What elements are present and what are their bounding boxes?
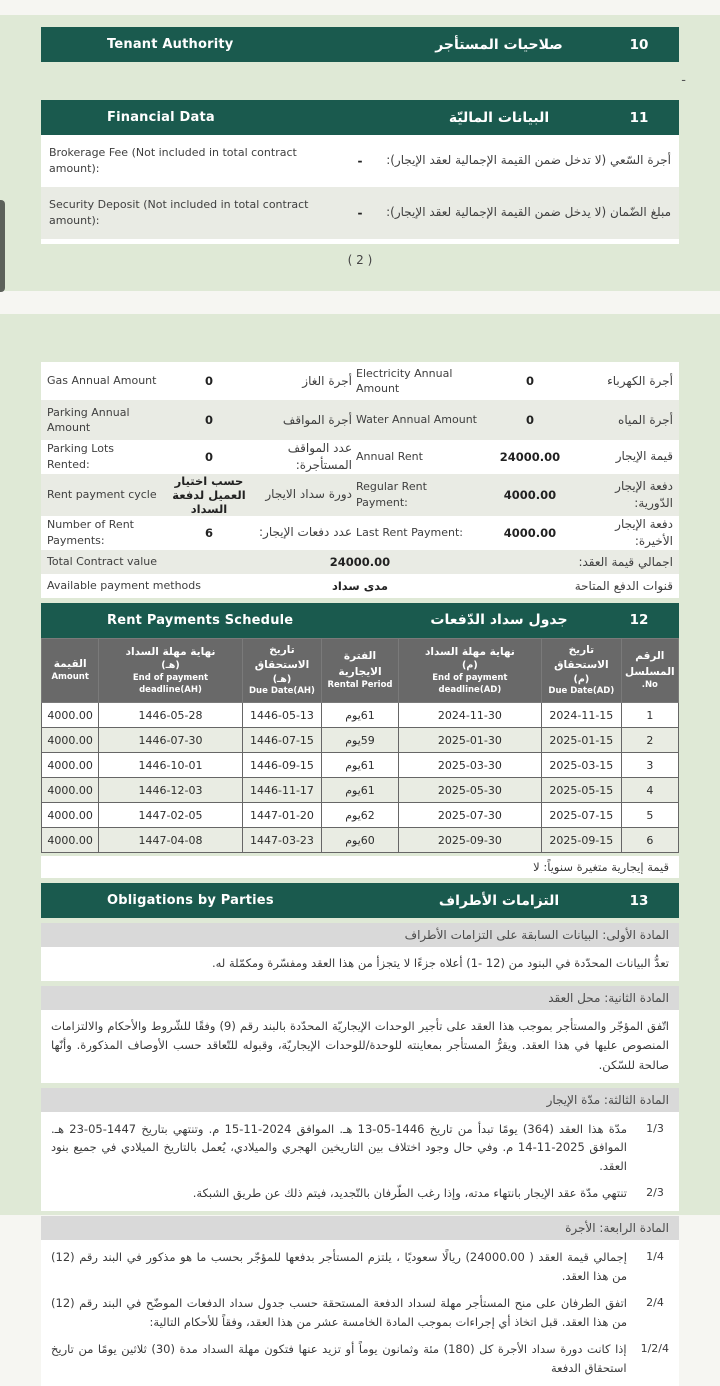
article-item — [41, 1335, 679, 1381]
tenant-authority-value-row — [41, 62, 686, 100]
section-title-en: Rent Payments Schedule — [107, 612, 294, 628]
item-number: 1/3 — [646, 1121, 664, 1135]
article-item — [41, 1115, 679, 1180]
article-title: المادة الثانية: محل العقد — [41, 986, 679, 1010]
row-label-en: Last Rent Payment: — [356, 525, 463, 539]
article-1 — [41, 923, 679, 981]
section-title-ar: التزامات الأطراف — [438, 892, 560, 909]
row-label-ar: أجرة الغاز — [302, 373, 352, 388]
row-value: 4000.00 — [503, 487, 557, 502]
due-date-ad-cell: 2025-09-15 — [542, 828, 622, 853]
article-3 — [41, 1088, 679, 1212]
table-row — [42, 703, 679, 728]
item-text: إجمالي قيمة العقد ‪(24000.00 )‬ ريالًا سعوديًا ، يلتزم المستأجر بدفعها للمؤجّر بحسب ما هو مذكور في البند رقم (12) من هذا العقد. — [51, 1250, 627, 1284]
serial-no-cell: 5 — [621, 803, 678, 828]
serial-no-cell: 2 — [621, 728, 678, 753]
table-row — [41, 516, 679, 550]
section-header-rent-payments-schedule — [41, 603, 679, 638]
row-label-ar: دفعة الإيجار الأخيرة: — [615, 516, 673, 548]
due-date-ah-cell: 1446-11-17 — [242, 778, 322, 803]
viewer-page-gap — [0, 291, 720, 314]
row-value: 0 — [204, 374, 213, 388]
section-title-ar: صلاحيات المستأجر — [435, 36, 563, 53]
row-value: - — [357, 206, 363, 220]
article-title: المادة الرابعة: الأجرة — [41, 1216, 679, 1240]
row-label-en: Total Contract value — [47, 555, 158, 569]
rent-payments-table — [41, 638, 679, 854]
table-row — [42, 828, 679, 853]
section-title-ar: جدول سداد الدّفعات — [430, 612, 568, 629]
due-date-ad-cell: 2025-07-15 — [542, 803, 622, 828]
row-value: 6 — [204, 525, 213, 540]
rental-period-cell: 62يوم — [322, 803, 398, 828]
article-item — [41, 1289, 679, 1335]
fees-card — [41, 135, 679, 244]
end-deadline-ah-cell: 1447-02-05 — [99, 803, 242, 828]
row-value: 24000.00 — [499, 449, 561, 464]
header-label-ar: تاريخ الاستحقاق — [254, 643, 310, 672]
row-value: حسب اختيار العميل لدفعة السداد — [172, 473, 246, 516]
amount-cell: 4000.00 — [42, 753, 99, 778]
amount-cell: 4000.00 — [42, 803, 99, 828]
header-label-ar: نهاية مهلة السداد — [424, 645, 515, 658]
serial-no-cell: 4 — [621, 778, 678, 803]
column-header-amount — [42, 638, 99, 703]
article-text: تعدُّ البيانات المحدّدة في البنود من ‪(1- 12)‬ أعلاه جزءًا لا يتجزأ من هذا العقد ومفسّرة ومكمّلة له. — [211, 956, 669, 971]
column-header-end-deadline-ad — [398, 638, 541, 703]
section-title-ar: البيانات الماليّة — [448, 109, 550, 126]
article-item — [41, 1243, 679, 1289]
rental-period-cell: 61يوم — [322, 778, 398, 803]
row-value: 0 — [525, 374, 534, 388]
header-label-en: Due Date(AD) — [548, 686, 615, 697]
item-number: 1/2/4 — [640, 1342, 669, 1356]
table-row — [41, 362, 679, 400]
header-label-ar: القيمة — [53, 657, 87, 670]
item-text: تنتهي مدّة عقد الإيجار بانتهاء مدته، وإذا رغب الطّرفان بالتّجديد، فيتم ذلك عن طريق الشبكة. — [192, 1186, 627, 1201]
header-calendar-tag: (م) — [573, 674, 590, 686]
row-label-ar: اجمالي قيمة العقد: — [578, 554, 673, 569]
section-title-en: Tenant Authority — [107, 37, 234, 52]
end-deadline-ad-cell: 2025-09-30 — [398, 828, 541, 853]
row-label-en: Regular Rent Payment: — [356, 480, 427, 509]
table-row-security-deposit — [41, 187, 679, 239]
due-date-ah-cell: 1446-09-15 — [242, 753, 322, 778]
row-label-ar: أجرة المواقف — [282, 412, 352, 427]
row-value: - — [357, 154, 363, 168]
header-label-en: Due Date(AH) — [248, 686, 315, 697]
item-text: مدّة هذا العقد (364) يومًا تبدأ من تاريخ 1446-05-13 هـ. الموافق 2024-11-15 م. وتنتهي بتاريخ 1447-05-23 هـ. الموافق 2025-11-14 م. وفي حال وجود اختلاف بين التاريخين الهجري والميلادي، يُعمل بالتاريخ الميلادي في جميع بنود العقد. — [51, 1121, 628, 1174]
item-text: اتفق الطرفان على منح المستأجر مهلة لسداد الدفعة المستحقة حسب جدول سداد الدفعات الموضّح في البند رقم (12) من هذا العقد. قبل اتخاذ أي إجراءات بموجب المادة الخامسة عشر من هذا العقد، وفقاً للأحكام التالية: — [51, 1296, 627, 1330]
article-4 — [41, 1216, 679, 1386]
row-label-ar: قنوات الدفع المتاحة — [574, 578, 673, 593]
section-number: 11 — [629, 109, 649, 126]
due-date-ad-cell: 2025-01-15 — [542, 728, 622, 753]
end-deadline-ah-cell: 1446-05-28 — [99, 703, 242, 728]
end-deadline-ad-cell: 2025-05-30 — [398, 778, 541, 803]
amount-cell: 4000.00 — [42, 703, 99, 728]
header-label-en: .No — [641, 680, 658, 691]
row-value: 0 — [525, 413, 534, 427]
rental-period-cell: 61يوم — [322, 753, 398, 778]
end-deadline-ah-cell: 1446-07-30 — [99, 728, 242, 753]
rental-period-cell: 61يوم — [322, 703, 398, 728]
row-label-en: Annual Rent — [356, 450, 423, 464]
row-value: مدى سداد — [331, 578, 389, 593]
rental-period-cell: 60يوم — [322, 828, 398, 853]
row-label-en: Number of Rent Payments: — [47, 518, 134, 547]
row-label-ar: قيمة الإيجار — [615, 449, 673, 464]
header-label-en: End of payment deadline(AD) — [432, 672, 508, 695]
article-item — [41, 1179, 679, 1206]
header-calendar-tag: (هـ) — [272, 674, 292, 686]
row-value: 4000.00 — [503, 525, 557, 540]
due-date-ad-cell: 2025-05-15 — [542, 778, 622, 803]
header-label-en: Amount — [51, 672, 89, 683]
column-header-end-deadline-ah — [99, 638, 242, 703]
header-calendar-tag: (م) — [462, 660, 478, 672]
item-text: إذا كانت دورة سداد الأجرة كل (180) مئة وثمانون يوماً أو تزيد عنها فتكون مهلة السداد مدة (30) ثلاثين يومًا من تاريخ استحقاق الدفعة — [51, 1342, 627, 1376]
card-bottom-padding — [41, 239, 679, 244]
end-deadline-ah-cell: 1446-10-01 — [99, 753, 242, 778]
section-number: 12 — [629, 612, 649, 629]
contract-page-3 — [0, 314, 720, 1376]
row-label-ar: عدد دفعات الإيجار: — [258, 525, 352, 540]
amount-cell: 4000.00 — [42, 778, 99, 803]
row-label-en: Security Deposit (Not included in total contract amount): — [49, 197, 309, 227]
row-label-en: Gas Annual Amount — [47, 374, 157, 388]
table-row — [42, 803, 679, 828]
table-row-brokerage-fee — [41, 135, 679, 187]
header-label-ar: تاريخ الاستحقاق — [554, 643, 609, 672]
table-row-total-contract-value — [41, 550, 679, 574]
row-value: 0 — [204, 413, 213, 427]
table-row — [42, 778, 679, 803]
item-number: 2/3 — [646, 1186, 664, 1200]
row-label-ar: أجرة المياه — [618, 412, 673, 427]
row-label-en: Parking Annual Amount — [47, 405, 130, 434]
column-header-due-date-ah — [242, 638, 322, 703]
end-deadline-ad-cell: 2024-11-30 — [398, 703, 541, 728]
serial-no-cell: 6 — [621, 828, 678, 853]
row-label-en: Rent payment cycle — [47, 487, 157, 501]
table-row — [41, 400, 679, 440]
section-title-en: Obligations by Parties — [107, 893, 274, 909]
column-header-serial-no — [621, 638, 678, 703]
end-deadline-ad-cell: 2025-03-30 — [398, 753, 541, 778]
serial-no-cell: 3 — [621, 753, 678, 778]
section-header-financial-data — [41, 100, 679, 135]
row-label-ar: أجرة الكهرباء — [607, 373, 673, 388]
section-number: 10 — [629, 36, 649, 53]
header-label-ar: الرقم المسلسل — [625, 649, 675, 678]
row-label-ar: مبلغ الضّمان (لا يدخل ضمن القيمة الإجمالية لعقد الإيجار): — [386, 205, 671, 220]
table-row — [42, 753, 679, 778]
header-label-en: Rental Period — [327, 680, 393, 691]
amount-cell: 4000.00 — [42, 728, 99, 753]
due-date-ah-cell: 1446-07-15 — [242, 728, 322, 753]
row-label-en: Electricity Annual Amount — [356, 366, 453, 395]
due-date-ad-cell: 2025-03-15 — [542, 753, 622, 778]
row-value: 0 — [204, 449, 213, 464]
row-label-ar: دورة سداد الايجار — [265, 487, 352, 502]
viewer-top-gap — [0, 0, 720, 15]
amount-cell: 4000.00 — [42, 828, 99, 853]
column-header-rental-period — [322, 638, 398, 703]
row-label-en: Brokerage Fee (Not included in total contract amount): — [49, 145, 297, 175]
article-title: المادة الأولى: البيانات السابقة على التزامات الأطراف — [41, 923, 679, 947]
end-deadline-ad-cell: 2025-07-30 — [398, 803, 541, 828]
end-deadline-ah-cell: 1446-12-03 — [99, 778, 242, 803]
due-date-ad-cell: 2024-11-15 — [542, 703, 622, 728]
header-calendar-tag: (هـ) — [161, 660, 180, 672]
article-text: اتّفق المؤجّر والمستأجر بموجب هذا العقد على تأجير الوحدات الإيجاريّة المحدّدة بالبند رقم (9) وفقًا للشّروط والأحكام والالتزامات المنصوص عليها في هذا العقد. ويقرُّ المستأجر بمعاينته للوحدة/للوحدات الإيجاريّة، وقبوله للتّعاقد حسب الأوصاف المذكورة. وأنّها صالحة للسّكن. — [51, 1018, 669, 1072]
rental-period-cell: 59يوم — [322, 728, 398, 753]
contract-page-2 — [0, 15, 720, 291]
section-header-obligations — [41, 883, 679, 918]
financial-details-card — [41, 362, 679, 598]
end-deadline-ad-cell: 2025-01-30 — [398, 728, 541, 753]
variable-rent-note: قيمة إيجارية متغيرة سنوياً: لا — [41, 856, 679, 878]
table-row — [41, 440, 679, 474]
row-label-ar: أجرة السّعي (لا تدخل ضمن القيمة الإجمالية لعقد الإيجار): — [386, 153, 671, 168]
row-label-ar: دفعة الإيجار الدّورية: — [615, 478, 673, 510]
row-value: 24000.00 — [329, 554, 391, 569]
table-header-row — [42, 638, 679, 703]
due-date-ah-cell: 1447-03-23 — [242, 828, 322, 853]
tenant-authority-value: - — [681, 73, 686, 88]
serial-no-cell: 1 — [621, 703, 678, 728]
due-date-ah-cell: 1447-01-20 — [242, 803, 322, 828]
header-label-ar: نهاية مهلة السداد — [125, 645, 216, 658]
section-header-tenant-authority — [41, 27, 679, 62]
article-2 — [41, 986, 679, 1083]
column-header-due-date-ad — [542, 638, 622, 703]
scrollbar-thumb[interactable] — [0, 200, 5, 292]
table-row — [41, 474, 679, 516]
table-row — [42, 728, 679, 753]
header-label-ar: الفترة الايجارية — [338, 649, 382, 678]
row-label-ar: عدد المواقف المستأجرة: — [287, 441, 352, 472]
item-number: 1/4 — [646, 1250, 664, 1264]
item-number: 2/4 — [646, 1296, 664, 1310]
section-title-en: Financial Data — [107, 110, 215, 125]
due-date-ah-cell: 1446-05-13 — [242, 703, 322, 728]
page-number: ( 2 ) — [347, 253, 373, 267]
table-row-payment-methods — [41, 574, 679, 598]
end-deadline-ah-cell: 1447-04-08 — [99, 828, 242, 853]
section-number: 13 — [629, 892, 649, 909]
row-label-en: Water Annual Amount — [356, 413, 477, 427]
row-label-en: Available payment methods — [47, 579, 201, 593]
row-label-en: Parking Lots Rented: — [47, 442, 114, 471]
article-title: المادة الثالثة: مدّة الإيجار — [41, 1088, 679, 1112]
header-label-en: End of payment deadline(AH) — [132, 672, 209, 695]
